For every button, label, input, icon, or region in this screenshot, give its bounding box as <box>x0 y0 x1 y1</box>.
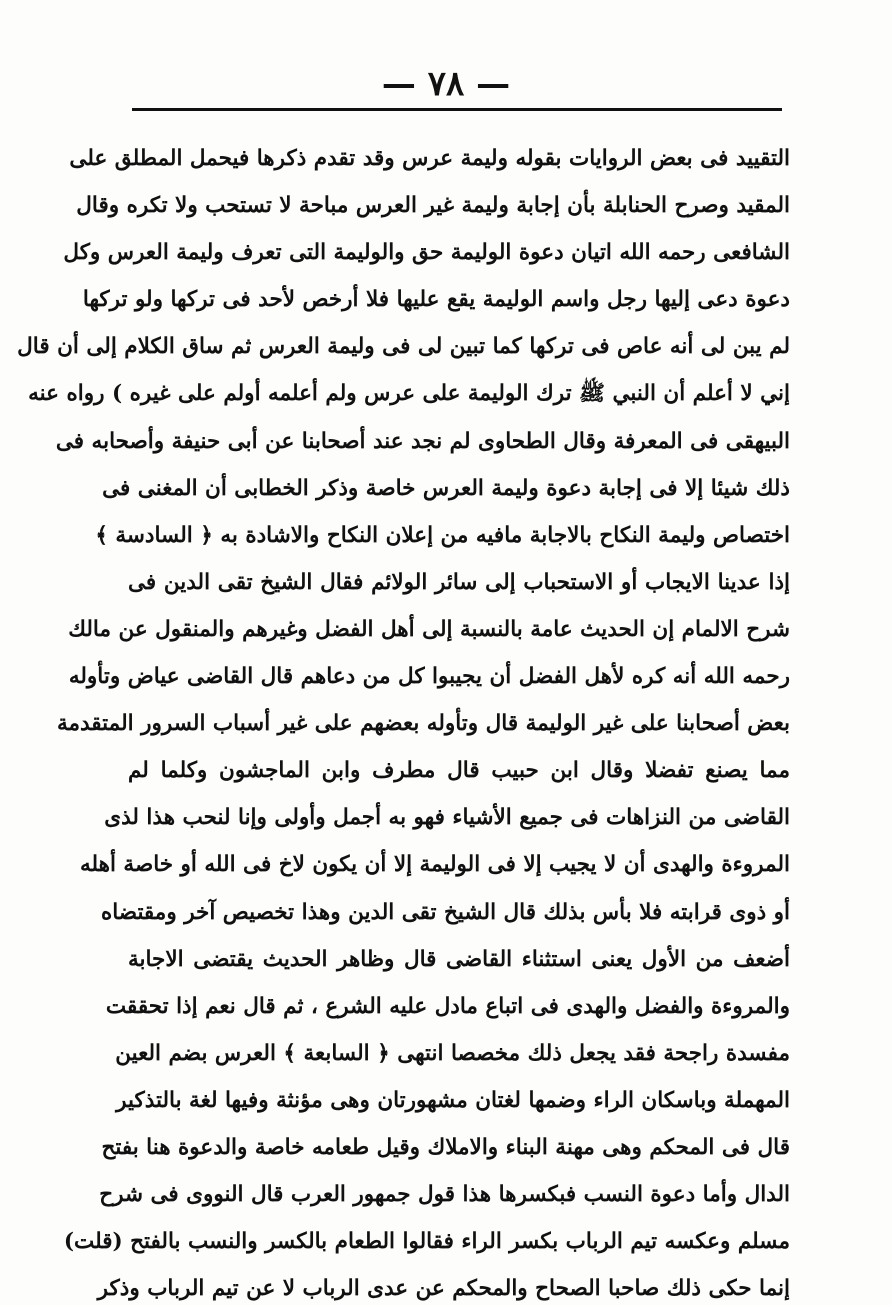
text-line: والمروءة والفضل والهدى فى اتباع مادل عليه الشرع ، ثم قال نعم إذا تحققت <box>105 993 790 1019</box>
text-line: رحمه الله أنه كره لأهل الفضل أن يجيبوا كل من دعاهم قال القاضى عياض وتأوله <box>68 664 790 690</box>
body-text <box>17 135 790 1312</box>
text-line: أو ذوى قرابته فلا بأس بذلك قال الشيخ تقى الدين وهذا تخصيص آخر ومقتضاه <box>100 899 790 925</box>
header-rule <box>132 108 782 111</box>
text-line: الشافعى رحمه الله اتيان دعوة الوليمة حق والوليمة التى تعرف وليمة العرس وكل <box>63 240 790 266</box>
text-line: اختصاص وليمة النكاح بالاجابة مافيه من إعلان النكاح والاشادة به ﴿ السادسة ﴾ <box>95 522 790 548</box>
text-line: المهملة وباسكان الراء وضمها لغتان مشهورتان وهى مؤنثة وفيها لغة بالتذكير <box>116 1087 790 1113</box>
text-line: شرح الالمام إن الحديث عامة بالنسبة إلى أهل الفضل وغيرهم والمنقول عن مالك <box>68 616 790 642</box>
text-line: مفسدة راجحة فقد يجعل ذلك مخصصا انتهى ﴿ السابعة ﴾ العرس بضم العين <box>115 1040 790 1066</box>
text-line: إذا عدينا الايجاب أو الاستحباب إلى سائر الولائم فقال الشيخ تقى الدين فى <box>128 569 790 595</box>
text-line: مما يصنع تفضلا وقال ابن حبيب قال مطرف وابن الماجشون وكلما لم <box>128 758 790 784</box>
text-line: قال فى المحكم وهى مهنة البناء والاملاك وقيل طعامه خاصة والدعوة هنا بفتح <box>101 1134 790 1160</box>
text-line: ذلك شيئا إلا فى إجابة دعوة وليمة العرس خاصة وذكر الخطابى أن المغنى فى <box>102 475 790 501</box>
text-line: لم يبن لى أنه عاص فى تركها كما تبين لى فى وليمة العرس ثم ساق الكلام إلى أن قال <box>17 334 790 360</box>
text-line: أضعف من الأول يعنى استثناء القاضى قال وظاهر الحديث يقتضى الاجابة <box>128 946 790 972</box>
text-line: بعض أصحابنا على غير الوليمة قال وتأوله بعضهم على غير أسباب السرور المتقدمة <box>56 711 790 737</box>
text-line: الدال وأما دعوة النسب فبكسرها هذا قول جمهور العرب قال النووى فى شرح <box>99 1182 790 1208</box>
text-line: مسلم وعكسه تيم الرباب بكسر الراء فقالوا الطعام بالكسر والنسب بالفتح (قلت) <box>63 1229 790 1255</box>
text-line: البيهقى فى المعرفة وقال الطحاوى لم نجد عند أصحابنا عن أبى حنيفة وأصحابه فى <box>55 428 790 454</box>
text-line: دعوة دعى إليها رجل واسم الوليمة يقع عليها فلا أرخص لأحد فى تركها ولو تركها <box>82 287 790 313</box>
page-number: — ٧٨ — <box>381 64 511 104</box>
text-line: القاضى من النزاهات فى جميع الأشياء فهو به أجمل وأولى وإنا لنحب هذا لذى <box>104 805 790 831</box>
text-line: المروءة والهدى أن لا يجيب إلا فى الوليمة إلا أن يكون لاخ فى الله أو خاصة أهله <box>79 852 790 878</box>
text-line: التقييد فى بعض الروايات بقوله وليمة عرس وقد تقدم ذكرها فيحمل المطلق على <box>69 146 790 171</box>
text-line: إنما حكى ذلك صاحبا الصحاح والمحكم عن عدى الرباب لا عن تيم الرباب وذكر <box>97 1276 790 1302</box>
text-line: إني لا أعلم أن النبي ﷺ ترك الوليمة على عرس ولم أعلمه أولم على غيره ) رواه عنه <box>28 381 790 407</box>
text-line: المقيد وصرح الحنابلة بأن إجابة وليمة غير العرس مباحة لا تستحب ولا تكره وقال <box>76 193 790 219</box>
